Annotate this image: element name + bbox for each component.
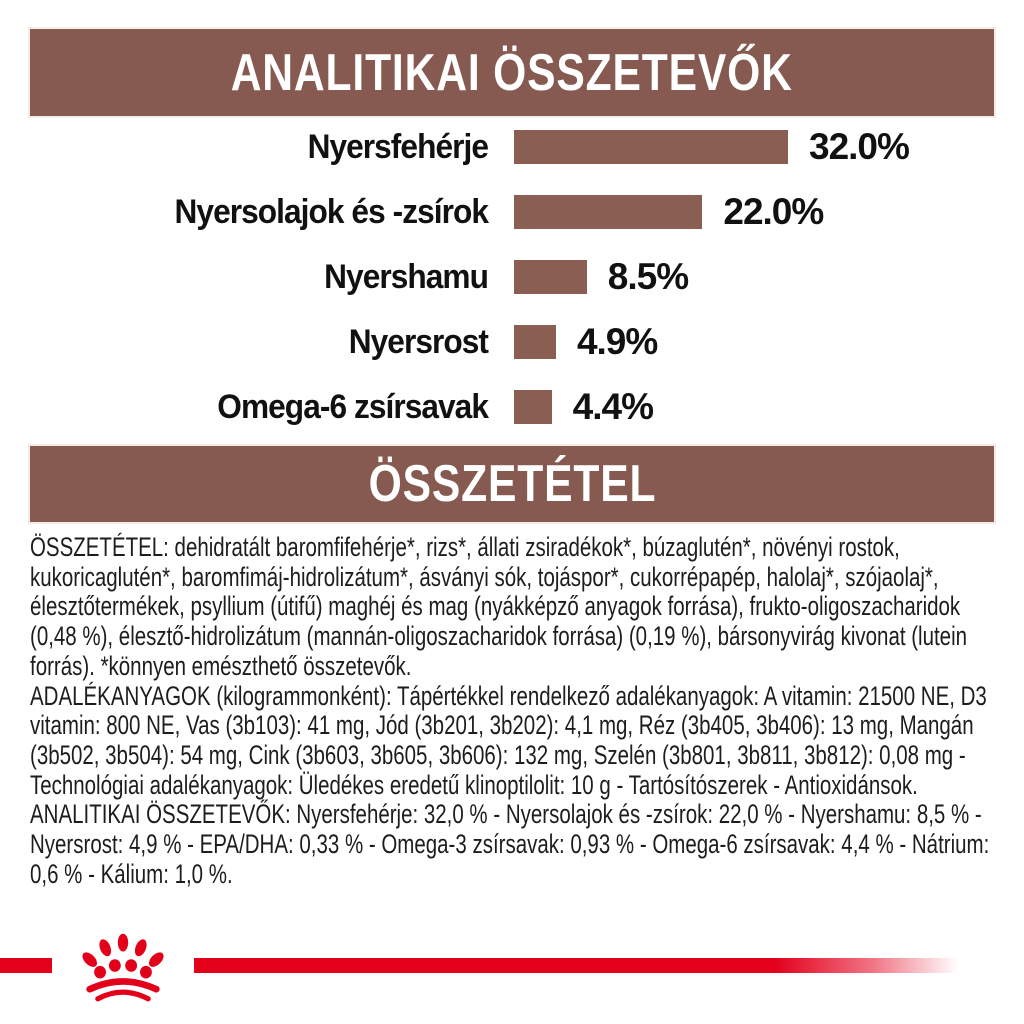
chart-bar: [514, 130, 788, 164]
composition-paragraph: ÖSSZETÉTEL: dehidratált baromfifehérje*, rizs*, állati zsiradékok*, búzaglutén*, növényi rostok, kukoricaglutén*, baromfimáj-hidrolizátum*, ásványi sók, tojáspor*, cukorrépapép, halolaj*, szójaolaj*, élesztőtermékek, psyllium (útifű) maghéj és mag (nyákképző anyagok forrása), frukto-oligoszacharidok (0,48 %), élesztő-hidrolizátum (mannán-oligoszacharidok forrása) (0,19 %), bársonyvirág kivonat (lutein forrás). *könnyen emészthető összetevők.: [30, 532, 968, 681]
composition-header-band: [30, 446, 994, 522]
chart-row: [30, 252, 994, 302]
chart-value-label: 4.4%: [572, 386, 654, 427]
analytics-header-title: ANALITIKAI ÖSSZETEVŐK: [230, 43, 794, 102]
chart-row: [30, 382, 994, 432]
chart-category-label: Nyersrost: [348, 322, 488, 361]
analytical-constituents-paragraph: ANALITIKAI ÖSSZETEVŐK: Nyersfehérje: 32,0 % - Nyersolajok és -zsírok: 22,0 % - Nyershamu: 8,5 % - Nyersrost: 4,9 % - EPA/DHA: 0,33 % - Omega-3 zsírsavak: 0,93 % - Omega-6 zsírsavak: 4,4 % - Nátrium: 0,6 % - Kálium: 1,0 %.: [30, 799, 990, 889]
chart-bar: [514, 260, 587, 294]
analytics-bar-chart: [30, 122, 994, 432]
chart-category-label: Nyersfehérje: [307, 127, 488, 166]
chart-value-label: 8.5%: [607, 256, 689, 297]
chart-row: [30, 122, 994, 172]
composition-header-title: ÖSSZETÉTEL: [368, 455, 656, 513]
chart-row: [30, 187, 994, 237]
chart-category-label: Nyersolajok és -zsírok: [174, 192, 489, 231]
chart-category-label: Omega-6 zsírsavak: [217, 387, 488, 426]
chart-row: [30, 317, 994, 367]
additives-paragraph: ADALÉKANYAGOK (kilogrammonként): Tápértékkel rendelkező adalékanyagok: A vitamin: 21500 NE, D3 vitamin: 800 NE, Vas (3b103): 41 mg, Jód (3b201, 3b202): 4,1 mg, Réz (3b405, 3b406): 13 mg, Mangán (3b502, 3b504): 54 mg, Cink (3b603, 3b605, 3b606): 132 mg, Szelén (3b801, 3b811, 3b812): 0,08 mg - Technológiai adalékanyagok: Üledékes eredetű klinoptilolit: 10 g - Tartósítószerek - Antioxidánsok.: [30, 680, 987, 800]
chart-value-label: 4.9%: [576, 321, 658, 362]
brand-logo-box: [52, 926, 194, 1008]
chart-category-label: Nyershamu: [324, 257, 488, 296]
crown-logo-icon: [59, 930, 187, 1004]
chart-bar: [514, 195, 702, 229]
composition-text-block: [30, 533, 992, 889]
chart-value-label: 22.0%: [723, 191, 824, 232]
analytics-header-band: [30, 29, 994, 116]
chart-value-label: 32.0%: [809, 126, 909, 167]
chart-bar: [514, 390, 552, 424]
chart-bar: [514, 325, 556, 359]
